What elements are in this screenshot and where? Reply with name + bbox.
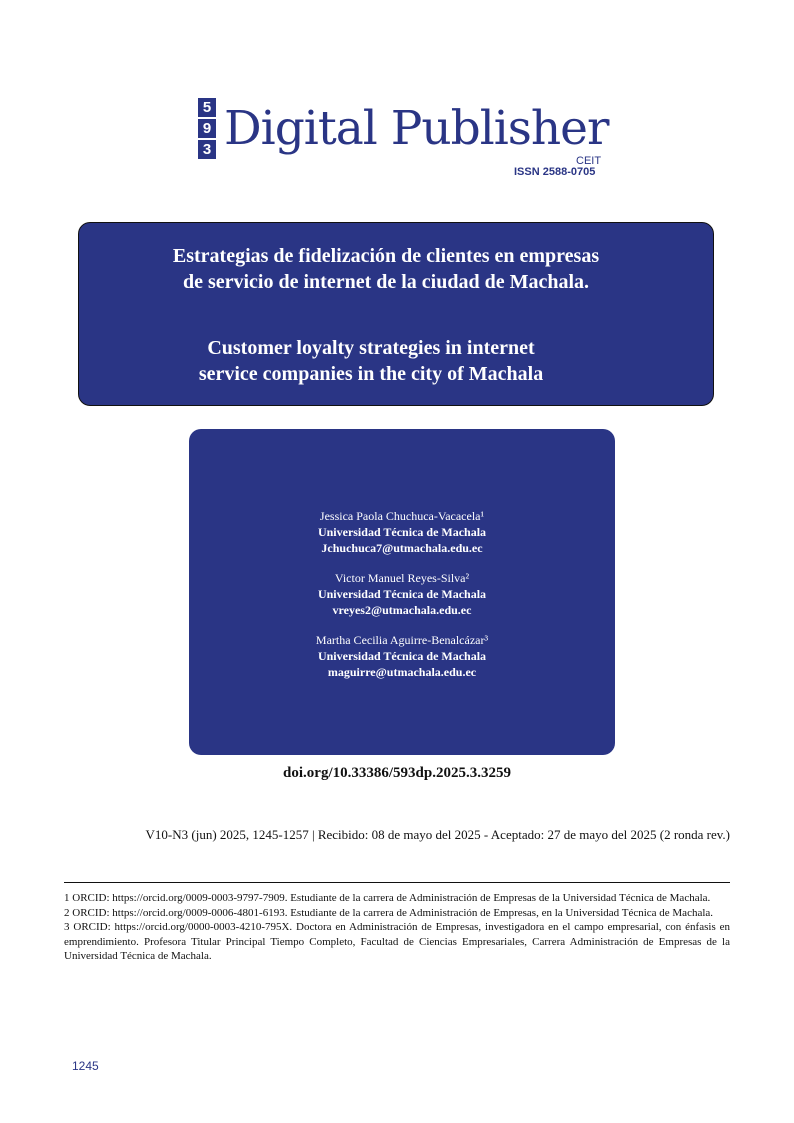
author-email: vreyes2@utmachala.edu.ec [332,603,472,617]
authors-box [189,429,615,755]
author-name: Victor Manuel Reyes-Silva² [334,571,470,585]
author-institution: Universidad Técnica de Machala [317,587,487,601]
title-spanish-line-2: de servicio de internet de la ciudad de Machala. [182,271,590,293]
author-email: Jchuchuca7@utmachala.edu.ec [321,541,483,555]
author-email: maguirre@utmachala.edu.ec [327,665,477,679]
logo-digit: 9 [198,119,216,138]
title-spanish-line-1: Estrategias de fidelización de clientes en empresas [172,245,600,267]
author-institution: Universidad Técnica de Machala [317,649,487,663]
author-name: Martha Cecilia Aguirre-Benalcázar³ [315,633,489,647]
doi-link[interactable]: doi.org/10.33386/593dp.2025.3.3259 [283,765,511,781]
author-block [189,570,615,618]
volume-dates-line: V10-N3 (jun) 2025, 1245-1257 | Recibido: 08 de mayo del 2025 - Aceptado: 27 de mayo del 2025 (2 ronda rev.) [145,827,730,842]
author-block [189,632,615,680]
author-institution: Universidad Técnica de Machala [317,525,487,539]
logo-digit: 3 [198,140,216,159]
footnote: 1 ORCID: https://orcid.org/0009-0003-9797-7909. Estudiante de la carrera de Administración de Empresas de la Universidad Técnica de Machala. [64,892,711,904]
title-english-line-2: service companies in the city of Machala [198,363,544,385]
author-name: Jessica Paola Chuchuca-Vacacela¹ [319,509,485,523]
page-number: 1245 [72,1059,99,1073]
footnotes [64,891,730,964]
logo-ceit: CEIT [576,155,602,167]
author-block [189,508,615,556]
footnote: 3 ORCID: https://orcid.org/0000-0003-4210-795X. Doctora en Administración de Empresas, investigadora en el campo empresarial, con énfasis en emprendimiento. Profesora Titular Principal Tiempo Completo, Facultad de Ciencias Empresariales, Carrera Administración de Empresas de la Universidad Técnica de Machala. [64,921,730,962]
footnote: 2 ORCID: https://orcid.org/0009-0006-4801-6193. Estudiante de la carrera de Administración de Empresas, en la Universidad Técnica de Machala. [64,906,714,919]
logo-wordmark: Digital Publisher [224,101,609,156]
journal-logo [198,98,618,180]
issn-label: ISSN 2588-0705 [514,166,596,178]
logo-digit-stack [198,98,216,161]
title-english-line-1: Customer loyalty strategies in internet [207,337,535,359]
title-box [78,222,714,406]
footnote-divider [64,882,730,883]
logo-digit: 5 [198,98,216,117]
